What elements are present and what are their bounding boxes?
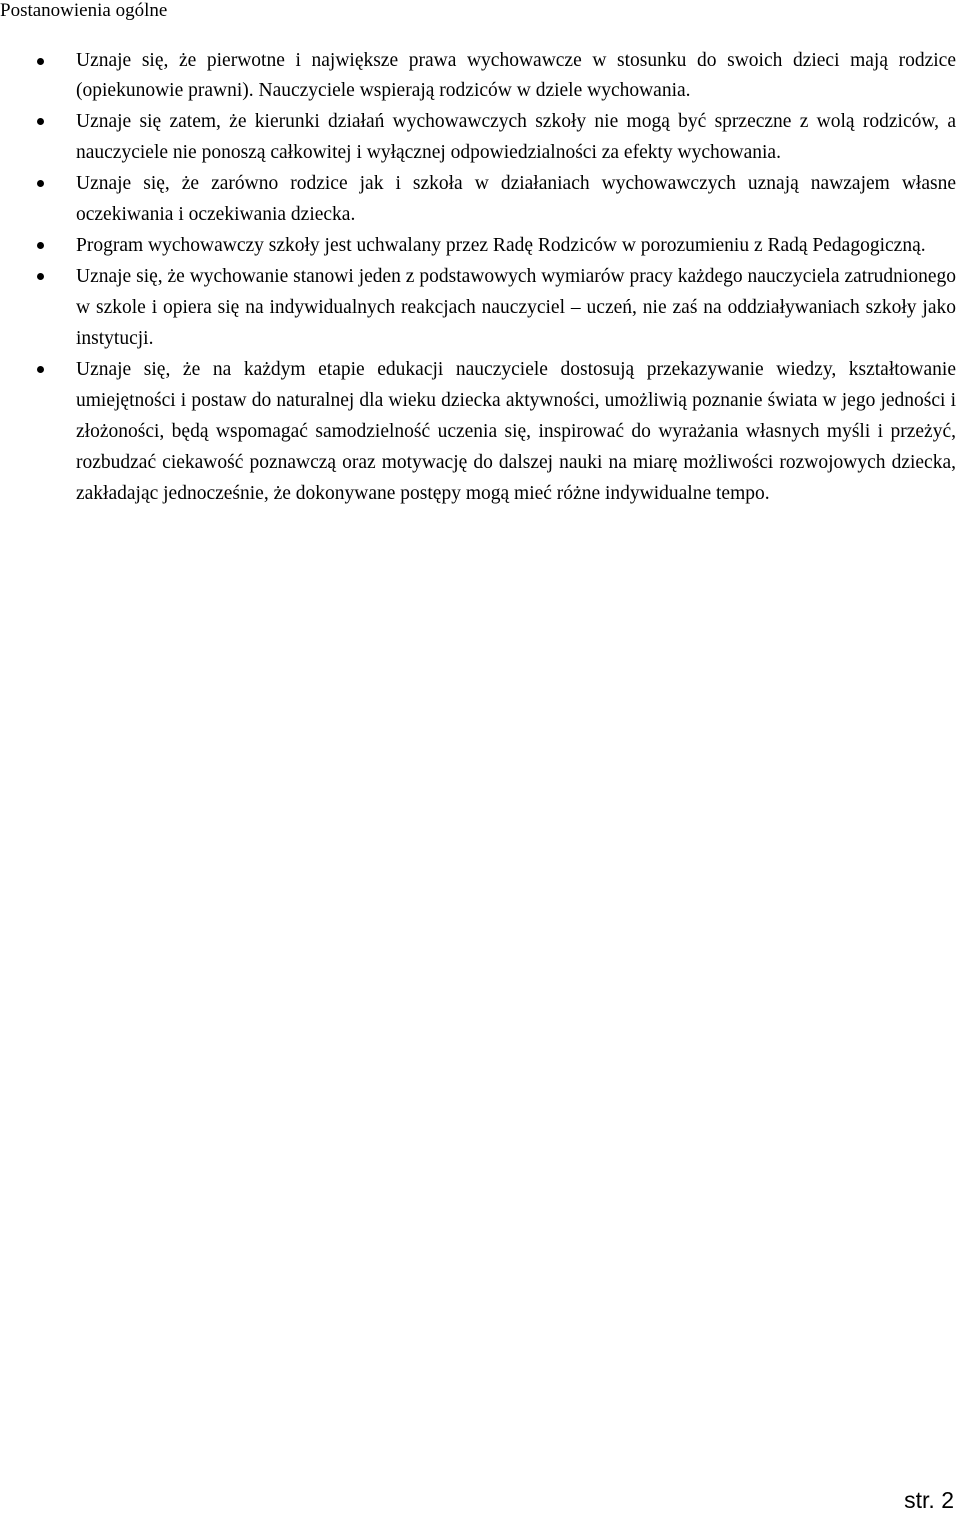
list-item	[0, 261, 956, 354]
bullet-icon	[37, 180, 44, 187]
list-item-text: Uznaje się, że na każdym etapie edukacji nauczyciele dostosują przekazywanie wiedzy, kształtowanie umiejętności i postaw do naturalnej dla wieku dziecka aktywności, umożliwią poznanie świata w jego jedności i złożoności, będą wspomagać samodzielność uczenia się, inspirować do wyrażania własnych myśli i przeżyć, rozbudzać ciekawość poznawczą oraz motywację do dalszej nauki na miarę możliwości rozwojowych dziecka, zakładając jednocześnie, że dokonywane postępy mogą mieć różne indywidualne tempo.	[76, 359, 956, 504]
list-item	[0, 46, 956, 106]
list-item-text: Uznaje się, że zarówno rodzice jak i szkoła w działaniach wychowawczych uznają nawzajem własne oczekiwania i oczekiwania dziecka.	[76, 173, 956, 225]
list-item	[0, 106, 956, 168]
list-item	[0, 168, 956, 230]
list-item	[0, 354, 956, 509]
list-item-text: Program wychowawczy szkoły jest uchwalany przez Radę Rodziców w porozumieniu z Radą Pedagogiczną.	[76, 235, 926, 256]
list-item-text: Uznaje się zatem, że kierunki działań wychowawczych szkoły nie mogą być sprzeczne z wolą rodziców, a nauczyciele nie ponoszą całkowitej i wyłącznej odpowiedzialności za efekty wychowania.	[76, 111, 956, 163]
bullet-icon	[37, 366, 44, 373]
bullet-icon	[37, 242, 44, 249]
bullet-icon	[37, 58, 44, 65]
bullet-icon	[37, 273, 44, 280]
bullet-icon	[37, 118, 44, 125]
list-item	[0, 230, 956, 261]
page-number: str. 2	[904, 1487, 954, 1513]
section-heading: Postanowienia ogólne	[0, 0, 168, 21]
list-item-text: Uznaje się, że pierwotne i największe prawa wychowawcze w stosunku do swoich dzieci mają rodzice (opiekunowie prawni). Nauczyciele wspierają rodziców w dziele wychowania.	[76, 50, 956, 101]
principles-list	[0, 46, 956, 509]
list-item-text: Uznaje się, że wychowanie stanowi jeden z podstawowych wymiarów pracy każdego nauczyciela zatrudnionego w szkole i opiera się na indywidualnych reakcjach nauczyciel – uczeń, nie zaś na oddziaływaniach szkoły jako instytucji.	[76, 266, 956, 349]
